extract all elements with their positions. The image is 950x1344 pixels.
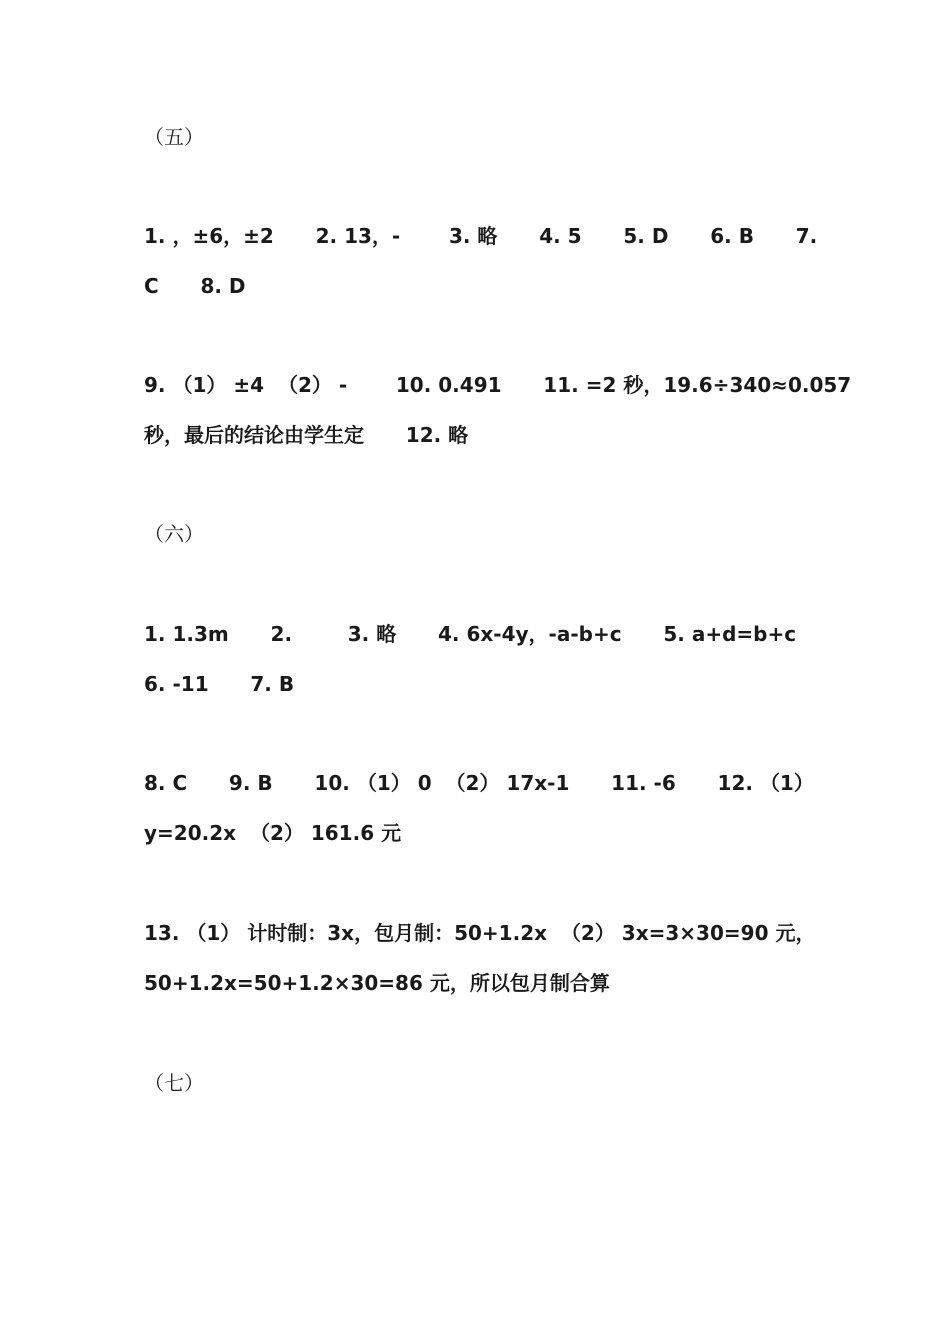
- answer-line: 50+1.2x=50+1.2×30=86 元，所以包月制合算: [144, 971, 610, 995]
- answer-line: 秒，最后的结论由学生定 12. 略: [144, 423, 469, 447]
- section-6-heading: （六）: [144, 522, 204, 546]
- answer-line: y=20.2x （2） 161.6 元: [144, 821, 402, 845]
- section-7-heading: （七）: [144, 1071, 204, 1095]
- answer-line: 13. （1） 计时制：3x，包月制：50+1.2x （2） 3x=3×30=90 元，: [144, 921, 816, 945]
- answer-line: 8. C 9. B 10. （1） 0 （2） 17x-1 11. -6 12. （1）: [144, 771, 814, 795]
- answer-line: 9. （1） ±4 （2） - 10. 0.491 11. =2 秒，19.6÷340≈0.057: [144, 373, 852, 397]
- answer-line: 1. ，±6，±2 2. 13，- 3. 略 4. 5 5. D 6. B 7.: [144, 224, 818, 248]
- section-5-heading: （五）: [144, 125, 204, 149]
- answer-line: 6. -11 7. B: [144, 672, 295, 696]
- answer-line: 1. 1.3m 2. 3. 略 4. 6x-4y，-a-b+c 5. a+d=b+c: [144, 622, 797, 646]
- answer-line: C 8. D: [144, 274, 246, 298]
